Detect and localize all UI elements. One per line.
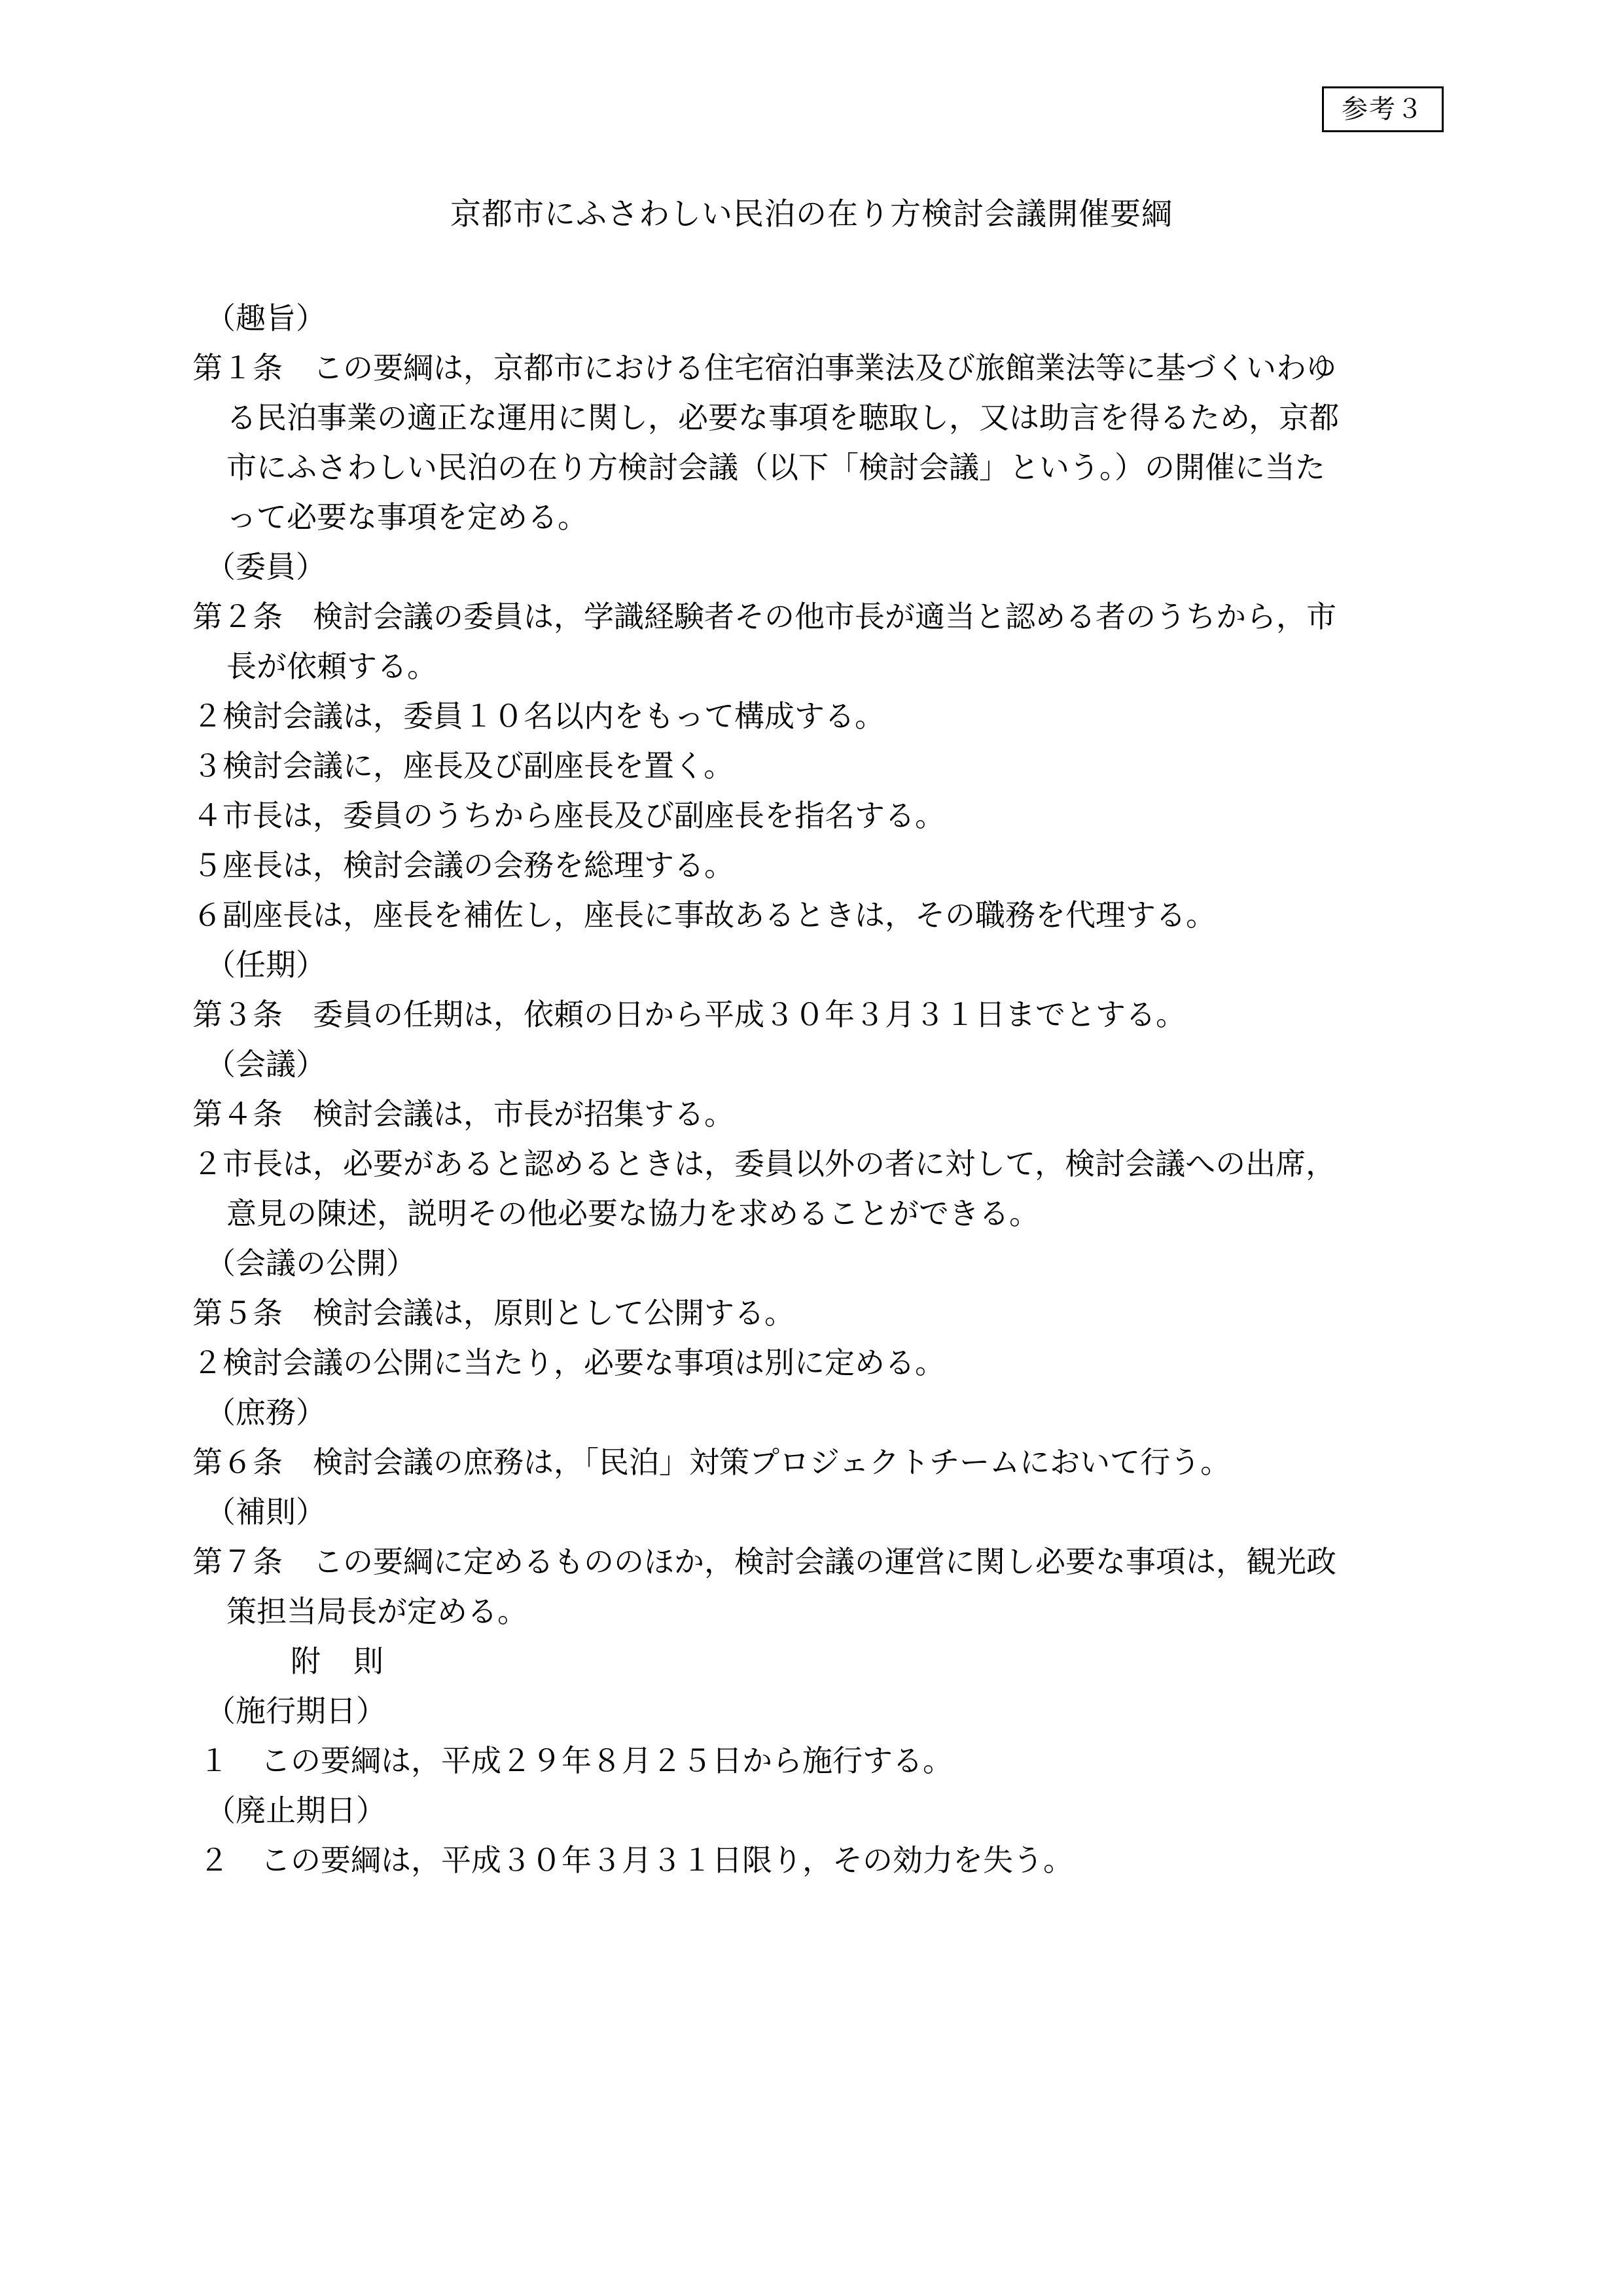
section-heading-effective-date: （施行期日） bbox=[205, 1693, 386, 1729]
article-1 bbox=[192, 343, 1436, 542]
article-2-line: 第２条 検討会議の委員は，学識経験者その他市長が適当と認める者のうちから，市 bbox=[192, 599, 1336, 634]
article-2-item: ５座長は，検討会議の会務を総理する。 bbox=[192, 848, 734, 883]
article-1-line: って必要な事項を定める。 bbox=[226, 499, 588, 535]
article-3 bbox=[192, 990, 1436, 1039]
article-4-item: ２市長は，必要があると認めるときは，委員以外の者に対して，検討会議への出席， bbox=[192, 1146, 1336, 1181]
article-5-item: ２検討会議の公開に当たり，必要な事項は別に定める。 bbox=[192, 1345, 945, 1380]
item-number: ４ bbox=[192, 798, 223, 833]
section-heading-affairs: （庶務） bbox=[205, 1395, 326, 1430]
section-heading-purpose: （趣旨） bbox=[205, 300, 326, 336]
article-2-item: ６副座長は，座長を補佐し，座長に事故あるときは，その職務を代理する。 bbox=[192, 897, 1216, 933]
item-number: ２ bbox=[192, 1345, 223, 1380]
article-label: 第４条 bbox=[192, 1096, 283, 1132]
article-4-line: 第４条 検討会議は，市長が招集する。 bbox=[192, 1096, 734, 1132]
article-2-line: 長が依頼する。 bbox=[226, 649, 437, 684]
item-number: ２ bbox=[192, 1146, 223, 1181]
section-heading-term: （任期） bbox=[205, 947, 326, 982]
article-label: 第７条 bbox=[192, 1544, 283, 1579]
article-2 bbox=[192, 592, 1436, 940]
article-1-line: 第１条 この要綱は，京都市における住宅宿泊事業法及び旅館業法等に基づくいわゆ bbox=[192, 350, 1336, 386]
article-label: 第６条 bbox=[192, 1444, 283, 1480]
item-number: ２ bbox=[192, 698, 223, 734]
section-heading-meetings: （会議） bbox=[205, 1047, 326, 1082]
article-label: 第１条 bbox=[192, 350, 283, 386]
section-heading-expiry-date: （廃止期日） bbox=[205, 1793, 386, 1828]
reference-label-box: 参考３ bbox=[1322, 86, 1444, 132]
article-2-item: ３検討会議に，座長及び副座長を置く。 bbox=[192, 748, 734, 783]
item-number: ３ bbox=[192, 748, 223, 783]
section-heading-disclosure: （会議の公開） bbox=[205, 1246, 416, 1281]
article-7 bbox=[192, 1537, 1436, 1636]
article-1-line: 市にふさわしい民泊の在り方検討会議（以下「検討会議」という。）の開催に当た bbox=[226, 450, 1325, 485]
article-6-line: 第６条 検討会議の庶務は，「民泊」対策プロジェクトチームにおいて行う。 bbox=[192, 1444, 1231, 1480]
article-2-item: ４市長は，委員のうちから座長及び副座長を指名する。 bbox=[192, 798, 945, 833]
article-label: 第２条 bbox=[192, 599, 283, 634]
article-label: 第５条 bbox=[192, 1295, 283, 1331]
article-label: 第３条 bbox=[192, 997, 283, 1032]
article-7-line: 第７条 この要綱に定めるもののほか，検討会議の運営に関し必要な事項は，観光政 bbox=[192, 1544, 1336, 1579]
article-7-line: 策担当局長が定める。 bbox=[226, 1594, 527, 1629]
document-body bbox=[192, 293, 1436, 1885]
article-6 bbox=[192, 1437, 1436, 1487]
item-number: ６ bbox=[192, 897, 223, 933]
supplementary-item-expiry: ２ この要綱は，平成３０年３月３１日限り，その効力を失う。 bbox=[192, 1835, 1436, 1885]
article-2-item: ２検討会議は，委員１０名以内をもって構成する。 bbox=[192, 698, 885, 734]
article-3-line: 第３条 委員の任期は，依頼の日から平成３０年３月３１日までとする。 bbox=[192, 997, 1186, 1032]
document-title: 京都市にふさわしい民泊の在り方検討会議開催要綱 bbox=[450, 196, 1173, 232]
supplementary-item-effective: １ この要綱は，平成２９年８月２５日から施行する。 bbox=[192, 1736, 1436, 1785]
article-1-line: る民泊事業の適正な運用に関し，必要な事項を聴取し，又は助言を得るため，京都 bbox=[226, 400, 1340, 435]
article-5-line: 第５条 検討会議は，原則として公開する。 bbox=[192, 1295, 794, 1331]
section-heading-members: （委員） bbox=[205, 549, 326, 584]
item-number: ２ bbox=[199, 1842, 229, 1878]
article-5 bbox=[192, 1288, 1436, 1388]
supplementary-provisions-title: 附則 bbox=[291, 1643, 416, 1679]
item-number: １ bbox=[199, 1743, 229, 1778]
article-4 bbox=[192, 1089, 1436, 1238]
article-4-item-line: 意見の陳述，説明その他必要な協力を求めることができる。 bbox=[226, 1196, 1039, 1231]
section-heading-supplementary: （補則） bbox=[205, 1494, 326, 1530]
item-number: ５ bbox=[192, 848, 223, 883]
